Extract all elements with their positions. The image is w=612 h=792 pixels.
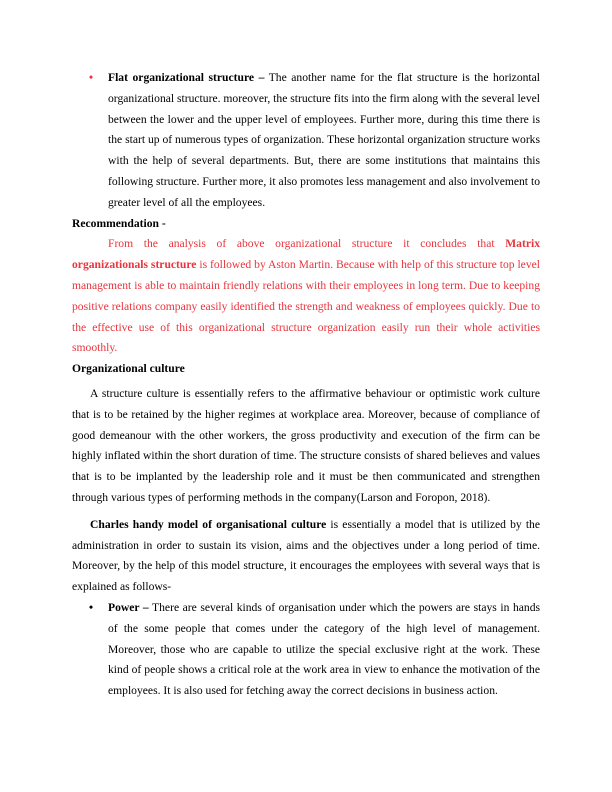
flat-structure-title: Flat organizational structure – (108, 71, 265, 84)
power-title: Power – (108, 600, 149, 614)
culture-heading: Organizational culture (72, 362, 185, 376)
flat-structure-text: The another name for the flat structure is the horizontal organizational structure. moreover, the structure fits into the firm along with the several level between the lower and the upper level of employees. Further more, during this time there is the start up of numerous types of organization. These horizontal organization structure works with the help of several departments. But, there are some institutions that maintains this following structure. Further more, it also promotes less management and also involvement to greater level of all the employees. (108, 71, 541, 209)
culture-paragraph-1: A structure culture is essentially refers to the affirmative behaviour or optimistic work culture that is to be retained by the higher regimes at workplace area. Moreover, because of compliance of good demeanour with the other workers, the gross productivity and execution of the firm can be highly inflated within the short duration of time. The structure consists of shared believes and values that is to be implanted by the leadership role and it must be then communicated and strengthen through various types of performing methods in the company(Larson and Foropon, 2018). (72, 386, 540, 504)
black-bullet-icon: • (89, 600, 94, 614)
flat-structure-bullet (72, 68, 540, 214)
document-page (72, 68, 540, 702)
recommendation-bold-phrase: Matrix organizationals structure (72, 237, 540, 272)
recommendation-paragraph (72, 234, 540, 359)
recommendation-text-2: is followed by Aston Martin. Because with help of this structure top level management is able to maintain friendly relations with their employees in long term. Due to keeping positive relations company easily identified the strength and weakness of employees quickly. Due to the effective use of this organizational structure organization easily run their whole activities smoothly. (72, 258, 540, 355)
red-bullet-icon: • (89, 71, 94, 84)
recommendation-text-1: From the analysis of above organizational structure it concludes that (108, 237, 506, 251)
power-text: There are several kinds of organisation under which the powers are stays in hands of the some people that comes under the category of the high level of management. Moreover, those who are capable to utilize the special exclusive right at the work. These kind of people shows a critical role at the work area in view to enhance the motivation of the employees. It is also used for fetching away the correct decisions in business action. (108, 600, 540, 698)
power-bullet (72, 598, 540, 702)
handy-model-text: is essentially a model that is utilized by the administration in order to sustain its vision, aims and the objectives under a long period of time. Moreover, by the help of this model structure, it encourages the employees with several ways that is explained as follows- (72, 517, 540, 594)
handy-model-title: Charles handy model of organisational culture (90, 517, 327, 531)
culture-paragraph-2 (72, 515, 540, 598)
recommendation-heading: Recommendation - (72, 216, 166, 230)
